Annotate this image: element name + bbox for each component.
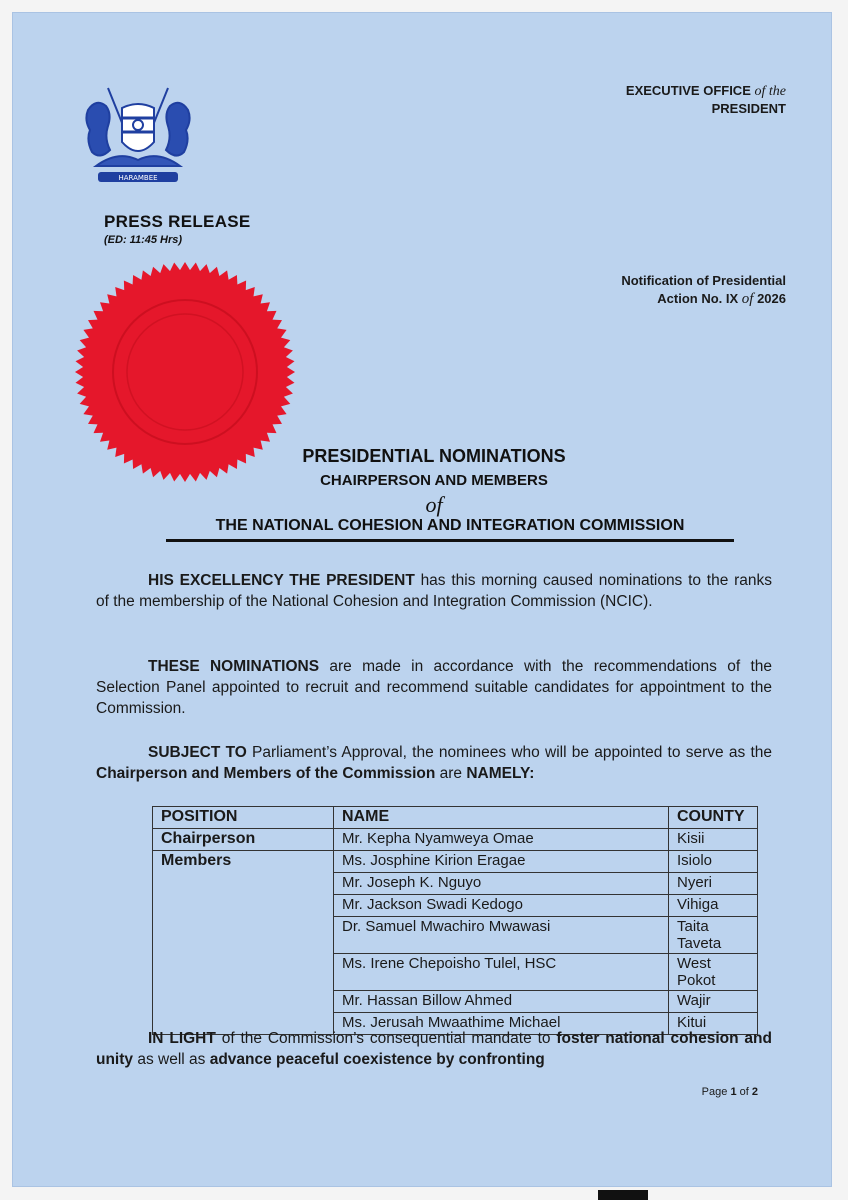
cell-county: Kisii — [669, 829, 758, 851]
table-row — [153, 829, 758, 851]
p3-bold: SUBJECT TO — [148, 744, 247, 761]
p3-bold3: NAMELY: — [466, 765, 535, 782]
p1-text: has this morning caused nominations to the ranks of the membership of the National Cohesion and Integration Commission (NCIC). — [96, 572, 772, 610]
p4-bold2: foster national cohesion and unity — [96, 1030, 772, 1068]
page-current: 1 — [730, 1086, 737, 1098]
cell-county: Wajir — [669, 991, 758, 1013]
cell-name: Mr. Kepha Nyamweya Omae — [334, 829, 669, 851]
cell-position — [153, 954, 334, 991]
executive-office-heading — [626, 82, 786, 117]
p4-text2: as well as — [133, 1051, 210, 1068]
table-header-row — [153, 807, 758, 829]
table-row — [153, 895, 758, 917]
cell-name: Mr. Jackson Swadi Kedogo — [334, 895, 669, 917]
cell-county: Vihiga — [669, 895, 758, 917]
office-line1: EXECUTIVE OFFICE — [625, 83, 751, 98]
cell-name: Ms. Irene Chepoisho Tulel, HSC — [334, 954, 669, 991]
cell-county: Kitui — [669, 1013, 758, 1035]
p4-bold: IN LIGHT — [148, 1030, 216, 1047]
page-number — [702, 1086, 758, 1098]
cell-county: West Pokot — [669, 954, 758, 991]
cell-county: Nyeri — [669, 873, 758, 895]
table-row — [153, 851, 758, 873]
page-total: 2 — [751, 1086, 758, 1098]
notification-of: of — [741, 291, 754, 307]
page-of: of — [739, 1086, 749, 1098]
notification-reference — [621, 272, 786, 308]
press-release-label: PRESS RELEASE — [104, 212, 251, 231]
header-county: COUNTY — [669, 807, 758, 829]
cell-position — [153, 991, 334, 1013]
paragraph-in-light — [96, 1028, 772, 1070]
notification-year: 2026 — [757, 291, 786, 306]
cell-name: Mr. Hassan Billow Ahmed — [334, 991, 669, 1013]
p2-bold: THESE NOMINATIONS — [148, 658, 320, 675]
paragraph-subject-to — [96, 742, 772, 784]
page-label: Page — [701, 1086, 728, 1098]
heading-presidential-nominations: PRESIDENTIAL NOMINATIONS — [302, 446, 566, 466]
heading-commission: THE NATIONAL COHESION AND INTEGRATION COMMISSION — [166, 517, 734, 542]
p3-text2: are — [435, 765, 467, 782]
cell-position: Members — [153, 851, 334, 873]
p4-text1: of the Commission’s consequential mandate to — [215, 1030, 557, 1047]
cell-position — [153, 873, 334, 895]
cell-county: Taita Taveta — [669, 917, 758, 954]
office-of: of the — [754, 84, 786, 99]
cell-position — [153, 917, 334, 954]
scan-artifact — [598, 1190, 648, 1200]
heading-of: of — [425, 492, 443, 517]
notification-line1: Notification of Presidential — [621, 273, 786, 288]
table-row — [153, 991, 758, 1013]
p1-bold: HIS EXCELLENCY THE PRESIDENT — [148, 572, 415, 589]
cell-name: Mr. Joseph K. Nguyo — [334, 873, 669, 895]
notification-action: Action No. IX — [657, 291, 739, 306]
p3-bold2: Chairperson and Members of the Commission — [96, 765, 436, 782]
cell-name: Ms. Josphine Kirion Eragae — [334, 851, 669, 873]
p2-text: are made in accordance with the recommendations of the Selection Panel appointed to recruit and recommend suitable candidates for appointment to the Commission. — [96, 658, 772, 717]
cell-name: Dr. Samuel Mwachiro Mwawasi — [334, 917, 669, 954]
cell-position — [153, 895, 334, 917]
heading-chairperson-members: CHAIRPERSON AND MEMBERS — [320, 472, 548, 489]
p4-bold3: advance peaceful coexistence by confronting — [209, 1051, 545, 1068]
kenya-coat-of-arms-icon — [78, 80, 198, 188]
header-name: NAME — [334, 807, 669, 829]
embargo-time: (ED: 11:45 Hrs) — [104, 234, 183, 246]
coat-motto: HARAMBEE — [118, 174, 158, 182]
table-row — [153, 917, 758, 954]
nominees-table — [152, 806, 758, 1035]
office-line2: PRESIDENT — [711, 101, 786, 116]
cell-name: Ms. Jerusah Mwaathime Michael — [334, 1013, 669, 1035]
header-position: POSITION — [153, 807, 334, 829]
table-row — [153, 954, 758, 991]
cell-county: Isiolo — [669, 851, 758, 873]
cell-position: Chairperson — [153, 829, 334, 851]
table-row — [153, 873, 758, 895]
paragraph-nominations — [96, 656, 772, 719]
paragraph-announcement — [96, 570, 772, 612]
p3-text1: Parliament’s Approval, the nominees who will be appointed to serve as the — [246, 744, 772, 761]
